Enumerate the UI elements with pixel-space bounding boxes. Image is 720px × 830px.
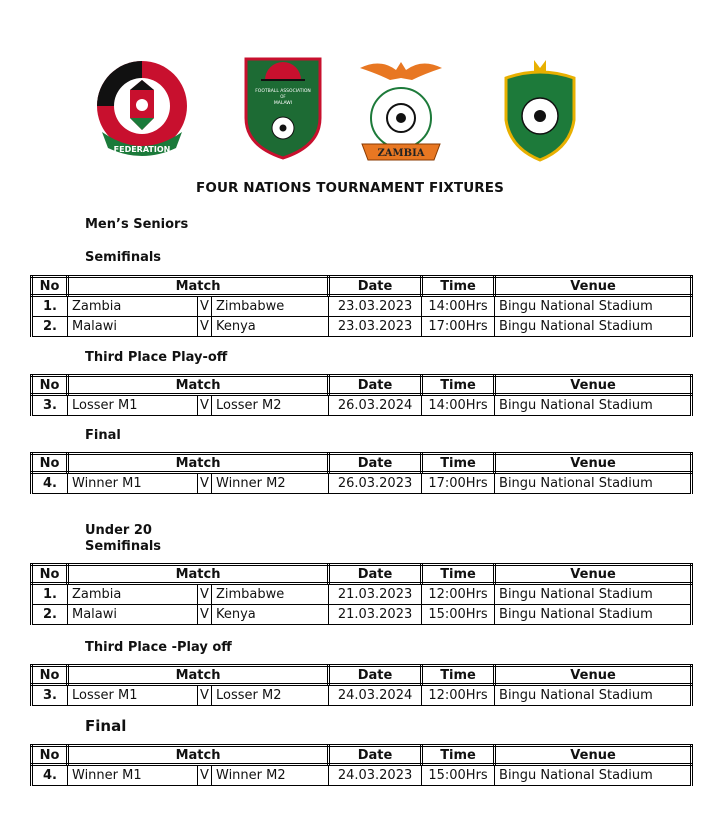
section-u20-final: Final: [85, 717, 127, 735]
svg-text:FOOTBALL ASSOCIATION: FOOTBALL ASSOCIATION: [255, 89, 311, 94]
header-no: No: [32, 376, 68, 395]
header-time: Time: [422, 746, 495, 765]
header-venue: Venue: [495, 565, 692, 584]
venue-name: Bingu National Stadium: [495, 296, 692, 317]
fixtures-table: [30, 452, 693, 494]
header-date: Date: [329, 454, 422, 473]
table-header-row: [32, 666, 692, 685]
section-mens-final: Final: [85, 428, 121, 443]
away-team: Losser M2: [212, 685, 329, 706]
page-title: FOUR NATIONS TOURNAMENT FIXTURES: [196, 180, 504, 196]
section-mens-seniors: Men’s Seniors: [85, 217, 189, 232]
section-u20-semifinals: Semifinals: [85, 539, 162, 554]
versus-marker: V: [198, 296, 212, 317]
fixture-number: 4.: [32, 473, 68, 494]
header-no: No: [32, 746, 68, 765]
table-row: [32, 765, 692, 786]
away-team: Winner M2: [212, 473, 329, 494]
kickoff-time: 15:00Hrs: [422, 605, 495, 625]
away-team: Zimbabwe: [212, 296, 329, 317]
header-venue: Venue: [495, 454, 692, 473]
table-row: [32, 685, 692, 706]
match-date: 26.03.2023: [329, 473, 422, 494]
kickoff-time: 14:00Hrs: [422, 395, 495, 416]
section-mens-third-place: Third Place Play-off: [85, 350, 228, 365]
header-venue: Venue: [495, 277, 692, 296]
header-date: Date: [329, 565, 422, 584]
away-team: Winner M2: [212, 765, 329, 786]
header-match: Match: [68, 666, 329, 685]
header-no: No: [32, 565, 68, 584]
versus-marker: V: [198, 317, 212, 337]
fixtures-table: [30, 563, 693, 625]
header-date: Date: [329, 746, 422, 765]
kickoff-time: 12:00Hrs: [422, 685, 495, 706]
table-row: [32, 395, 692, 416]
fixture-number: 4.: [32, 765, 68, 786]
table-header-row: [32, 454, 692, 473]
home-team: Malawi: [68, 317, 198, 337]
away-team: Kenya: [212, 317, 329, 337]
fixture-number: 2.: [32, 317, 68, 337]
header-match: Match: [68, 746, 329, 765]
header-match: Match: [68, 277, 329, 296]
fixture-number: 1.: [32, 584, 68, 605]
table-row: [32, 317, 692, 337]
header-match: Match: [68, 565, 329, 584]
table-header-row: [32, 565, 692, 584]
versus-marker: V: [198, 765, 212, 786]
versus-marker: V: [198, 395, 212, 416]
venue-name: Bingu National Stadium: [495, 584, 692, 605]
header-venue: Venue: [495, 666, 692, 685]
venue-name: Bingu National Stadium: [495, 317, 692, 337]
home-team: Losser M1: [68, 395, 198, 416]
svg-text:ZAMBIA: ZAMBIA: [377, 148, 425, 159]
table-row: [32, 473, 692, 494]
fixtures-table: [30, 275, 693, 337]
header-no: No: [32, 454, 68, 473]
header-match: Match: [68, 454, 329, 473]
kickoff-time: 15:00Hrs: [422, 765, 495, 786]
header-time: Time: [422, 376, 495, 395]
venue-name: Bingu National Stadium: [495, 765, 692, 786]
away-team: Kenya: [212, 605, 329, 625]
table-row: [32, 584, 692, 605]
header-no: No: [32, 277, 68, 296]
match-date: 23.03.2023: [329, 296, 422, 317]
svg-text:MALAWI: MALAWI: [273, 101, 293, 106]
kickoff-time: 14:00Hrs: [422, 296, 495, 317]
match-date: 21.03.2023: [329, 584, 422, 605]
section-mens-semifinals: Semifinals: [85, 250, 162, 265]
header-time: Time: [422, 277, 495, 296]
header-no: No: [32, 666, 68, 685]
table-row: [32, 605, 692, 625]
fixture-number: 3.: [32, 685, 68, 706]
home-team: Winner M1: [68, 473, 198, 494]
kickoff-time: 12:00Hrs: [422, 584, 495, 605]
home-team: Zambia: [68, 584, 198, 605]
section-under-20: Under 20: [85, 523, 152, 538]
kickoff-time: 17:00Hrs: [422, 317, 495, 337]
away-team: Zimbabwe: [212, 584, 329, 605]
match-date: 24.03.2023: [329, 765, 422, 786]
section-u20-third-place: Third Place -Play off: [85, 640, 232, 655]
header-venue: Venue: [495, 376, 692, 395]
table-header-row: [32, 277, 692, 296]
svg-text:OF: OF: [280, 94, 286, 99]
home-team: Winner M1: [68, 765, 198, 786]
fixtures-table: [30, 744, 693, 786]
fixtures-table: [30, 664, 693, 706]
versus-marker: V: [198, 473, 212, 494]
header-date: Date: [329, 376, 422, 395]
match-date: 23.03.2023: [329, 317, 422, 337]
header-time: Time: [422, 565, 495, 584]
home-team: Losser M1: [68, 685, 198, 706]
venue-name: Bingu National Stadium: [495, 685, 692, 706]
match-date: 26.03.2024: [329, 395, 422, 416]
away-team: Losser M2: [212, 395, 329, 416]
fixture-number: 2.: [32, 605, 68, 625]
match-date: 24.03.2024: [329, 685, 422, 706]
versus-marker: V: [198, 685, 212, 706]
zimbabwe-fa-logo: [500, 58, 580, 162]
header-match: Match: [68, 376, 329, 395]
venue-name: Bingu National Stadium: [495, 395, 692, 416]
versus-marker: V: [198, 605, 212, 625]
versus-marker: V: [198, 584, 212, 605]
kickoff-time: 17:00Hrs: [422, 473, 495, 494]
zambia-fa-logo: [358, 56, 444, 162]
kenya-federation-logo: [92, 60, 192, 160]
fixtures-table: [30, 374, 693, 416]
header-date: Date: [329, 666, 422, 685]
home-team: Malawi: [68, 605, 198, 625]
header-time: Time: [422, 666, 495, 685]
header-venue: Venue: [495, 746, 692, 765]
table-header-row: [32, 376, 692, 395]
malawi-fa-logo: [243, 56, 323, 160]
venue-name: Bingu National Stadium: [495, 605, 692, 625]
venue-name: Bingu National Stadium: [495, 473, 692, 494]
header-time: Time: [422, 454, 495, 473]
home-team: Zambia: [68, 296, 198, 317]
table-row: [32, 296, 692, 317]
fixture-number: 3.: [32, 395, 68, 416]
federation-logos: [0, 54, 720, 169]
fixture-number: 1.: [32, 296, 68, 317]
table-header-row: [32, 746, 692, 765]
svg-text:FEDERATION: FEDERATION: [113, 145, 171, 154]
match-date: 21.03.2023: [329, 605, 422, 625]
header-date: Date: [329, 277, 422, 296]
